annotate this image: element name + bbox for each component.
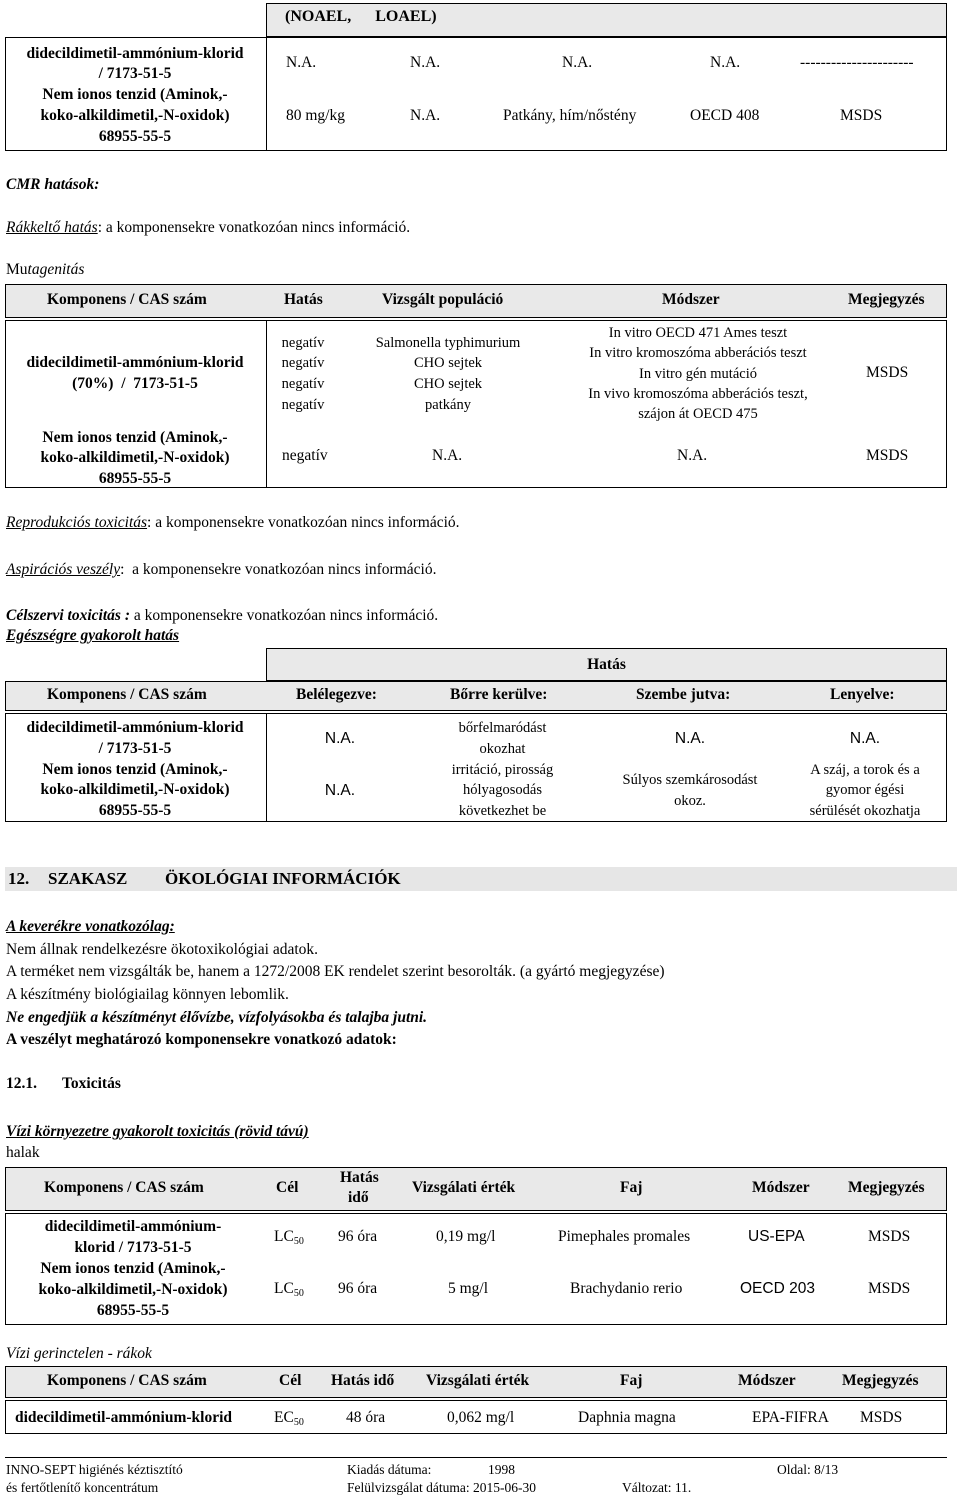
aquatic-heading: Vízi környezetre gyakorolt toxicitás (rövid távú) xyxy=(6,1123,309,1140)
col-header: Hatás xyxy=(284,291,323,308)
health-group-header-label: Hatás xyxy=(587,656,626,673)
col-header: Faj xyxy=(620,1179,643,1196)
col-header: Módszer xyxy=(752,1179,810,1196)
col-header: Komponens / CAS szám xyxy=(47,1372,207,1389)
col-header: Hatás xyxy=(340,1169,379,1186)
col-header: Szembe jutva: xyxy=(636,686,731,703)
note-cell: MSDS xyxy=(866,447,909,464)
method-cell: EPA-FIFRA xyxy=(752,1409,829,1426)
col-header: Cél xyxy=(276,1179,299,1196)
value-cell: MSDS xyxy=(840,107,883,124)
carcinogenic-text: : a komponensekre vonatkozóan nincs információ. xyxy=(97,219,411,236)
text-line: Nem állnak rendelkezésre ökotoxikológiai adatok. xyxy=(6,941,319,958)
footer-issue-value: 1998 xyxy=(488,1462,515,1477)
population-cell: CHO sejtek xyxy=(413,376,483,392)
col-header: Megjegyzés xyxy=(848,1179,925,1196)
target-organ-label: Célszervi toxicitás : xyxy=(6,607,130,624)
value-cell: 0,19 mg/l xyxy=(436,1228,496,1245)
ingestion-cell: sérülését okozhatja xyxy=(809,803,921,819)
effect-cell: negatív xyxy=(281,355,325,371)
target-subscript: 50 xyxy=(293,1236,304,1247)
component-name: didecildimetil-ammónium-klorid xyxy=(15,1409,232,1426)
population-cell: CHO sejtek xyxy=(413,355,483,371)
invertebrate-heading: Vízi gerinctelen - rákok xyxy=(6,1345,152,1362)
col-header: Megjegyzés xyxy=(842,1372,919,1389)
duration-cell: 48 óra xyxy=(346,1409,386,1426)
cas-number: 68955-55-5 xyxy=(98,802,172,819)
eye-cell: Súlyos szemkárosodást xyxy=(622,772,758,788)
ingestion-cell: A száj, a torok és a xyxy=(810,762,920,778)
method-cell: OECD 203 xyxy=(740,1280,815,1297)
component-name: didecildimetil-ammónium- xyxy=(44,1218,222,1235)
target-cell xyxy=(274,1280,304,1299)
component-name: Nem ionos tenzid (Aminok,- xyxy=(42,761,228,778)
col-header: Komponens / CAS szám xyxy=(44,1179,204,1196)
footer-review: Felülvizsgálat dátuma: 2015-06-30 xyxy=(347,1480,536,1495)
target-value: LC xyxy=(274,1280,294,1297)
method-cell: In vitro gén mutáció xyxy=(639,366,757,382)
population-cell: Salmonella typhimurium xyxy=(375,335,521,351)
cas-number: (70%) / 7173-51-5 xyxy=(72,375,198,392)
reproductive-text: : a komponensekre vonatkozóan nincs információ. xyxy=(147,514,460,531)
col-header: Módszer xyxy=(738,1372,796,1389)
target-value: LC xyxy=(274,1228,294,1245)
col-header: Hatás idő xyxy=(331,1372,395,1389)
effect-cell: negatív xyxy=(281,335,325,351)
col-header: Bőrre kerülve: xyxy=(450,686,548,703)
inhalation-cell: N.A. xyxy=(324,782,356,799)
method-cell: US-EPA xyxy=(748,1228,805,1245)
method-cell: In vivo kromoszóma abberációs teszt, xyxy=(588,386,808,402)
mutagenicity-heading xyxy=(6,261,84,279)
section-12-bar xyxy=(5,867,957,891)
section-word: SZAKASZ xyxy=(48,869,128,888)
text-line: A készítmény biológiailag könnyen lebomlik. xyxy=(6,986,289,1003)
footer-version: Változat: 11. xyxy=(622,1480,692,1495)
note-cell: MSDS xyxy=(860,1409,903,1426)
text-line: A veszélyt meghatározó komponensekre vonatkozó adatok: xyxy=(6,1031,397,1048)
target-subscript: 50 xyxy=(293,1417,304,1428)
target-cell xyxy=(274,1228,304,1247)
top-table-header-text: (NOAEL, LOAEL) xyxy=(285,8,437,25)
footer-page: Oldal: 8/13 xyxy=(777,1462,839,1477)
section-title: ÖKOLÓGIAI INFORMÁCIÓK xyxy=(165,869,401,888)
component-name: didecildimetil-ammónium-klorid xyxy=(26,45,244,62)
component-name: koko-alkildimetil,-N-oxidok) xyxy=(40,107,230,124)
text-line: Ne engedjük a készítményt élővízbe, vízfolyásokba és talajba jutni. xyxy=(6,1009,428,1026)
col-header: Komponens / CAS szám xyxy=(47,686,207,703)
value-cell: N.A. xyxy=(432,447,463,464)
component-name: didecildimetil-ammónium-klorid xyxy=(26,719,244,736)
duration-cell: 96 óra xyxy=(338,1228,378,1245)
skin-cell: hólyagosodás xyxy=(463,782,542,798)
species-cell: Brachydanio rerio xyxy=(570,1280,683,1297)
target-organ-text: a komponensekre vonatkozóan nincs információ. xyxy=(130,607,439,624)
component-name: Nem ionos tenzid (Aminok,- xyxy=(42,86,228,103)
text-line: A terméket nem vizsgálták be, hanem a 1272/2008 EK rendelet szerint besorolták. (a gyártó megjegyzése) xyxy=(6,963,665,980)
health-effects-heading: Egészségre gyakorolt hatás xyxy=(6,627,180,644)
target-value: EC xyxy=(274,1409,294,1426)
value-cell: N.A. xyxy=(286,54,317,71)
target-subscript: 50 xyxy=(293,1288,304,1299)
note-cell: MSDS xyxy=(868,1228,911,1245)
value-cell: N.A. xyxy=(562,54,593,71)
reproductive-label: Reprodukciós toxicitás xyxy=(6,514,148,531)
cmr-heading: CMR hatások: xyxy=(6,176,100,193)
col-header: Komponens / CAS szám xyxy=(47,291,207,308)
aspiration-label: Aspirációs veszély xyxy=(6,561,121,578)
mutagen-divider xyxy=(266,320,267,488)
species-cell: Pimephales promales xyxy=(558,1228,691,1245)
col-header: Vizsgálati érték xyxy=(412,1179,516,1196)
mutagenicity-rest: tagenitás xyxy=(27,261,85,278)
component-name: koko-alkildimetil,-N-oxidok) xyxy=(38,1281,228,1298)
subsection-number: 12.1. xyxy=(6,1075,37,1092)
carcinogenic-line xyxy=(6,219,410,237)
method-cell: szájon át OECD 475 xyxy=(638,406,758,422)
value-cell: ---------------------- xyxy=(800,54,914,71)
cas-number: / 7173-51-5 xyxy=(98,65,172,82)
subsection-title: Toxicitás xyxy=(62,1075,121,1092)
footer-issue-label: Kiadás dátuma: xyxy=(347,1462,432,1477)
col-header: Módszer xyxy=(662,291,720,308)
skin-cell: irritáció, pirosság xyxy=(451,762,554,778)
value-cell: N.A. xyxy=(410,107,441,124)
value-cell: 0,062 mg/l xyxy=(447,1409,515,1426)
ingestion-cell: gyomor égési xyxy=(825,782,905,798)
fish-label: halak xyxy=(6,1144,40,1161)
component-name: koko-alkildimetil,-N-oxidok) xyxy=(40,449,230,466)
skin-cell: bőrfelmaródást xyxy=(458,720,547,736)
mixture-heading: A keverékre vonatkozólag: xyxy=(6,918,175,935)
effect-cell: negatív xyxy=(281,376,325,392)
col-header: Belélegezve: xyxy=(296,686,377,703)
value-cell: N.A. xyxy=(410,54,441,71)
species-cell: Daphnia magna xyxy=(578,1409,676,1426)
note-cell: MSDS xyxy=(868,1280,911,1297)
col-header: Faj xyxy=(620,1372,643,1389)
note-cell: MSDS xyxy=(866,364,909,381)
component-name: koko-alkildimetil,-N-oxidok) xyxy=(40,781,230,798)
health-divider xyxy=(266,713,267,822)
reproductive-line xyxy=(6,514,460,532)
aspiration-text: : a komponensekre vonatkozóan nincs információ. xyxy=(120,561,437,578)
col-header: Lenyelve: xyxy=(830,686,895,703)
cas-number: / 7173-51-5 xyxy=(98,740,172,757)
aspiration-line xyxy=(6,561,436,579)
cas-number: 68955-55-5 xyxy=(96,1302,170,1319)
section-number: 12. xyxy=(8,869,30,888)
value-cell: OECD 408 xyxy=(690,107,760,124)
skin-cell: következhet be xyxy=(458,803,547,819)
value-cell: N.A. xyxy=(677,447,708,464)
value-cell: Patkány, hím/nőstény xyxy=(503,107,637,124)
component-name: didecildimetil-ammónium-klorid xyxy=(26,354,244,371)
col-header: Megjegyzés xyxy=(848,291,925,308)
component-name: Nem ionos tenzid (Aminok,- xyxy=(40,1260,226,1277)
inhalation-cell: N.A. xyxy=(324,730,356,747)
col-header: Vizsgálati érték xyxy=(426,1372,530,1389)
value-cell: 80 mg/kg xyxy=(286,107,345,124)
footer-product: és fertőtlenítő koncentrátum xyxy=(6,1480,159,1495)
duration-cell: 96 óra xyxy=(338,1280,378,1297)
effect-cell: negatív xyxy=(281,397,325,413)
ingestion-cell: N.A. xyxy=(849,730,881,747)
col-header: idő xyxy=(348,1189,369,1206)
top-table-divider xyxy=(266,3,267,151)
footer-product: INNO-SEPT higiénés kéztisztító xyxy=(6,1462,183,1477)
effect-cell: negatív xyxy=(282,447,328,464)
component-name: klorid / 7173-51-5 xyxy=(74,1239,192,1256)
value-cell: N.A. xyxy=(710,54,741,71)
mutagenicity-prefix: Mu xyxy=(6,261,28,278)
footer-rule xyxy=(5,1457,947,1458)
col-header: Cél xyxy=(279,1372,302,1389)
skin-cell: okozhat xyxy=(479,741,526,757)
cas-number: 68955-55-5 xyxy=(98,128,172,145)
method-cell: In vitro kromoszóma abberációs teszt xyxy=(589,345,807,361)
population-cell: patkány xyxy=(425,397,471,413)
eye-cell: N.A. xyxy=(674,730,706,747)
carcinogenic-label: Rákkeltő hatás xyxy=(6,219,98,236)
cas-number: 68955-55-5 xyxy=(98,470,172,487)
col-header: Vizsgált populáció xyxy=(382,291,504,308)
value-cell: 5 mg/l xyxy=(448,1280,489,1297)
target-cell xyxy=(274,1409,304,1428)
eye-cell: okoz. xyxy=(674,793,706,809)
component-name: Nem ionos tenzid (Aminok,- xyxy=(42,429,228,446)
method-cell: In vitro OECD 471 Ames teszt xyxy=(608,325,788,341)
target-organ-line xyxy=(6,607,438,625)
